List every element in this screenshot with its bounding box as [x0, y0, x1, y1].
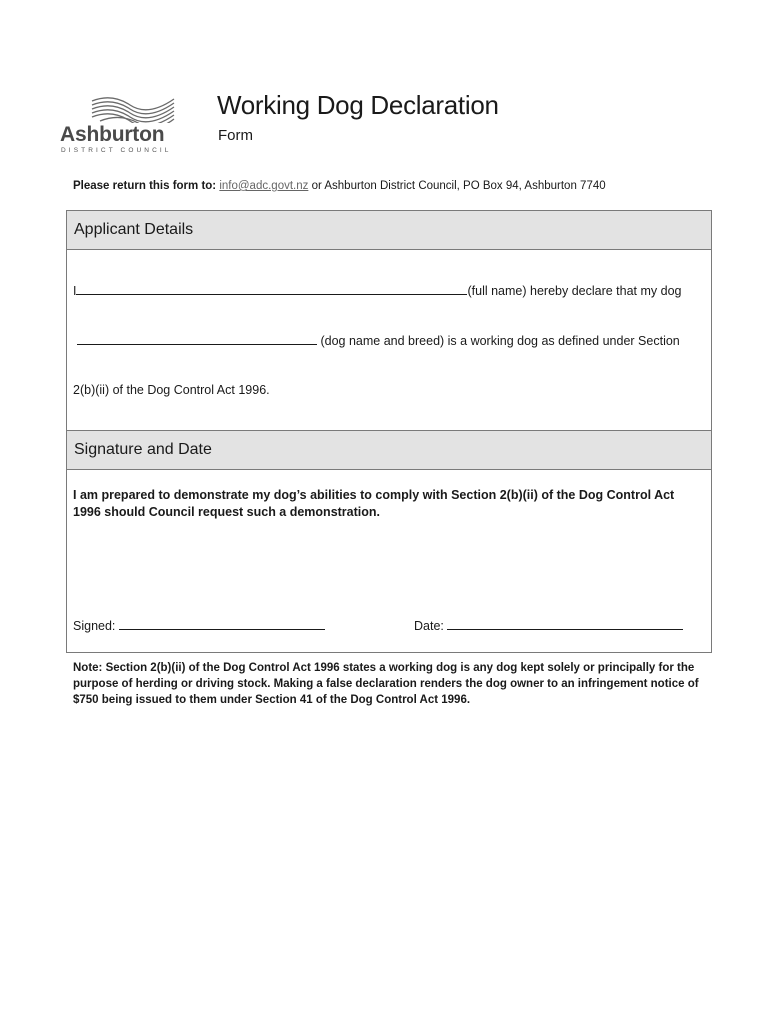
- signature-date-heading: Signature and Date: [67, 431, 711, 470]
- return-address: or Ashburton District Council, PO Box 94, Ashburton 7740: [311, 180, 606, 192]
- legal-note: Note: Section 2(b)(ii) of the Dog Control Act 1996 states a working dog is any dog kept solely or principally for the purpose of herding or driving stock. Making a false declaration renders the dog owner to an infringement notice of $750 being issued to them under Section 41 of the Dog Control Act 1996.: [73, 662, 699, 706]
- date-line: [414, 618, 683, 633]
- date-field[interactable]: [447, 618, 683, 630]
- signature-date-section: [66, 430, 712, 653]
- council-logo: [60, 95, 176, 155]
- date-label: Date:: [414, 619, 444, 633]
- applicant-details-section: [66, 210, 712, 431]
- full-name-line: [73, 283, 681, 298]
- demonstration-declaration: I am prepared to demonstrate my dog’s abilities to comply with Section 2(b)(ii) of the Dog Control Act 1996 should Council request such a demonstration.: [73, 488, 675, 519]
- signed-line: [73, 618, 325, 633]
- signed-label: Signed:: [73, 619, 116, 633]
- dog-name-breed-field[interactable]: [77, 333, 317, 345]
- page-title: Working Dog Declaration: [217, 90, 499, 120]
- dog-name-line: [77, 333, 680, 348]
- return-label: Please return this form to:: [73, 180, 217, 192]
- logo-name: Ashburton: [60, 123, 165, 146]
- return-instructions: [73, 180, 606, 192]
- full-name-prefix: I: [73, 284, 77, 298]
- signature-field[interactable]: [119, 618, 325, 630]
- logo-mark-icon: [90, 95, 176, 123]
- full-name-suffix: (full name) hereby declare that my dog: [467, 284, 682, 298]
- act-reference-line: 2(b)(ii) of the Dog Control Act 1996.: [73, 383, 270, 397]
- applicant-details-heading: Applicant Details: [67, 211, 711, 250]
- logo-subtitle: DISTRICT COUNCIL: [61, 147, 172, 154]
- email-link[interactable]: info@adc.govt.nz: [219, 180, 309, 192]
- full-name-field[interactable]: [76, 283, 467, 295]
- page-subtitle: Form: [218, 127, 253, 144]
- dog-name-suffix: (dog name and breed) is a working dog as defined under Section: [320, 334, 680, 348]
